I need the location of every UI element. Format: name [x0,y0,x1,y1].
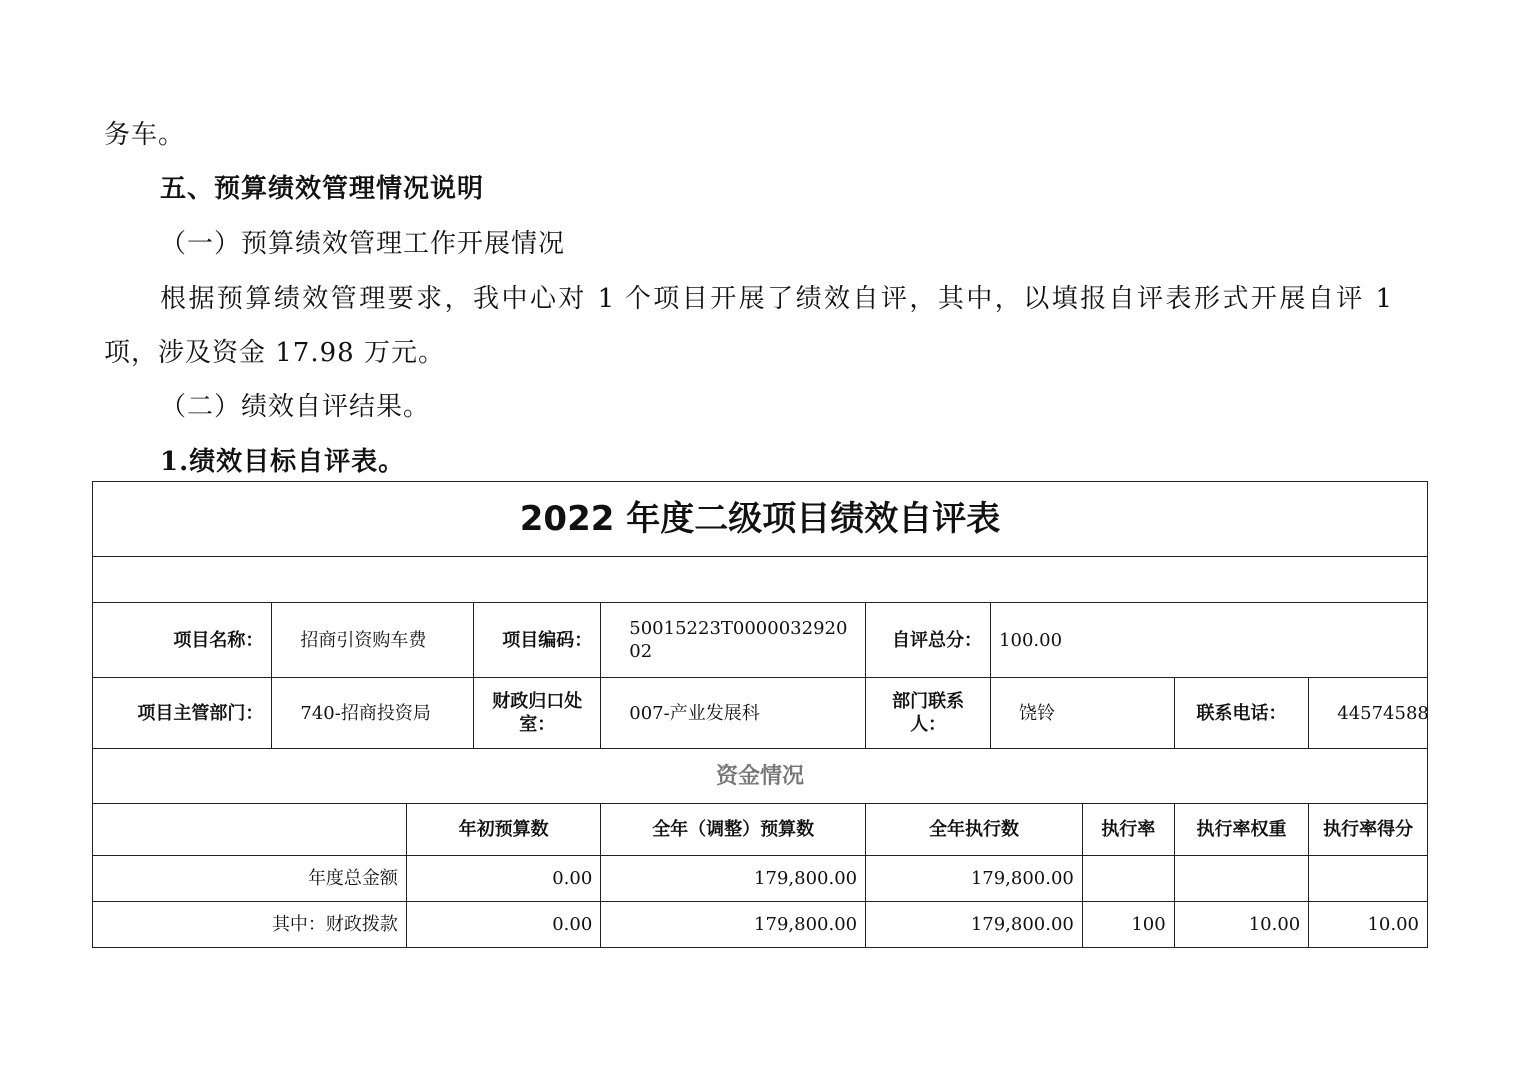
performance-self-evaluation-table [92,481,1428,948]
dept-label: 项目主管部门： [93,678,272,749]
blank-row [93,557,1428,603]
funds-header-blank [93,804,407,856]
funds-row-fiscal-weight: 10.00 [1174,902,1309,948]
funds-header-score: 执行率得分 [1309,804,1428,856]
funds-row-total-rate [1082,856,1174,902]
phone-value: 44574588 [1309,678,1428,749]
finance-office-label: 财政归口处室： [474,678,601,749]
finance-office-value: 007-产业发展科 [601,678,866,749]
funds-row-total-label: 年度总金额 [93,856,407,902]
contact-label: 部门联系人： [866,678,991,749]
funds-header-weight: 执行率权重 [1174,804,1309,856]
item-heading-1 [160,447,405,477]
self-score-label: 自评总分： [866,603,991,678]
funds-header-executed: 全年执行数 [866,804,1083,856]
project-code-value: 50015223T000003292002 [601,603,866,678]
paragraph-line-1: 根据预算绩效管理要求，我中心对 1 个项目开展了绩效自评，其中，以填报自评表形式开展自评 1 [160,284,1392,314]
funds-row-fiscal-rate: 100 [1082,902,1174,948]
funds-row-total-executed: 179,800.00 [866,856,1083,902]
funds-row-fiscal-label: 其中：财政拨款 [93,902,407,948]
funds-header-rate: 执行率 [1082,804,1174,856]
project-name-value: 招商引资购车费 [272,603,474,678]
funds-header-initial: 年初预算数 [406,804,600,856]
funds-row-fiscal-adjusted: 179,800.00 [601,902,866,948]
phone-label: 联系电话： [1174,678,1309,749]
funds-row-total-weight [1174,856,1309,902]
funds-row-fiscal-score: 10.00 [1309,902,1428,948]
subheading-1: （一）预算绩效管理工作开展情况 [160,229,566,259]
paragraph-line-2: 项，涉及资金 17.98 万元。 [104,338,445,368]
funds-row-total-score [1309,856,1428,902]
table-title: 2022 年度二级项目绩效自评表 [93,482,1428,557]
contact-value: 饶铃 [991,678,1175,749]
item-heading-1-text: 1.绩效目标自评表。 [160,447,406,477]
funds-section-title: 资金情况 [93,749,1428,804]
self-score-value: 100.00 [991,603,1428,678]
section-heading-5: 五、预算绩效管理情况说明 [160,174,485,204]
funds-row-fiscal-executed: 179,800.00 [866,902,1083,948]
funds-row-total-initial: 0.00 [406,856,600,902]
dept-value: 740-招商投资局 [272,678,474,749]
project-code-label: 项目编码： [474,603,601,678]
project-name-label: 项目名称： [93,603,272,678]
text-line-continuation: 务车。 [104,120,186,150]
funds-row-total-adjusted: 179,800.00 [601,856,866,902]
funds-header-adjusted: 全年（调整）预算数 [601,804,866,856]
subheading-2: （二）绩效自评结果。 [160,392,431,422]
funds-row-fiscal-initial: 0.00 [406,902,600,948]
